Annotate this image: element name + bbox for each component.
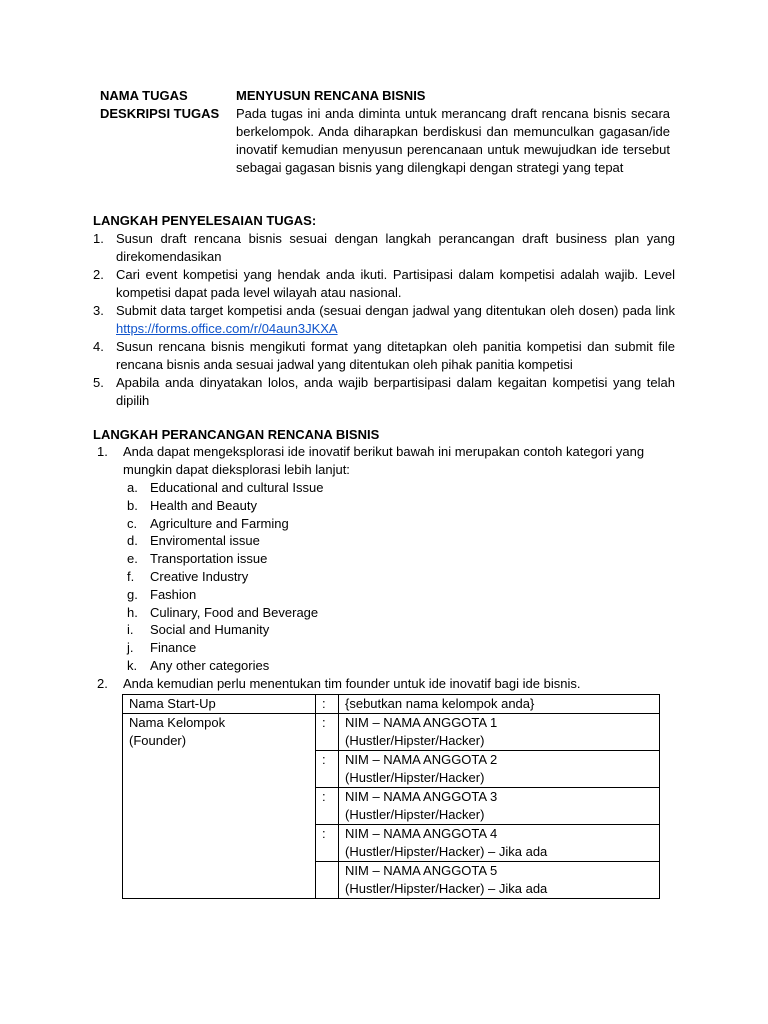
group-label: Nama Kelompok — [129, 715, 226, 730]
member-role: (Hustler/Hipster/Hacker) — [345, 770, 485, 785]
list-item — [127, 657, 669, 675]
category-letter: f. — [127, 568, 135, 584]
founder-table — [122, 694, 660, 899]
group-label-cell — [123, 714, 316, 899]
category-letter: i. — [127, 622, 134, 638]
member-name: NIM – NAMA ANGGOTA 4 — [345, 826, 498, 841]
category-letter: e. — [127, 551, 138, 567]
member-cell — [339, 825, 660, 862]
list-item — [127, 621, 669, 639]
task-name-label: NAMA TUGAS — [100, 88, 188, 103]
list-item — [93, 266, 675, 302]
member-cell — [339, 751, 660, 788]
member-role: (Hustler/Hipster/Hacker) — [345, 807, 485, 822]
step-number: 3. — [93, 303, 104, 318]
colon-cell — [316, 862, 339, 899]
member-cell — [339, 714, 660, 751]
table-row — [123, 714, 660, 751]
colon-cell: : — [316, 751, 339, 788]
category-text: Creative Industry — [150, 568, 249, 584]
step-text: Susun rencana bisnis mengikuti format yang ditetapkan oleh panitia kompetisi dan submit file rencana bisnis anda sesuai jadwal yang ditentukan oleh pihak panitia kompetisi — [116, 339, 675, 372]
step-text-with-link — [116, 302, 675, 338]
design-text: Anda kemudian perlu menentukan tim founder untuk ide inovatif bagi ide bisnis. — [123, 675, 581, 691]
startup-value: {sebutkan nama kelompok anda} — [339, 695, 660, 714]
category-letter: k. — [127, 657, 138, 673]
member-cell — [339, 862, 660, 899]
colon-cell: : — [316, 695, 339, 714]
member-name: NIM – NAMA ANGGOTA 5 — [345, 863, 498, 878]
design-text: Anda dapat mengeksplorasi ide inovatif berikut bawah ini merupakan contoh kategori yang mungkin dapat dieksplorasi lebih lanjut: — [123, 444, 645, 477]
list-item — [93, 302, 675, 338]
category-letter: h. — [127, 604, 138, 620]
forms-link[interactable]: https://forms.office.com/r/04aun3JKXA — [116, 321, 338, 336]
member-name: NIM – NAMA ANGGOTA 1 — [345, 715, 498, 730]
member-role: (Hustler/Hipster/Hacker) – Jika ada — [345, 881, 548, 896]
step-text: Cari event kompetisi yang hendak anda ikuti. Partisipasi dalam kompetisi adalah wajib. Level kompetisi dapat pada level wilayah atau nasional. — [116, 267, 675, 300]
steps-title: LANGKAH PENYELESAIAN TUGAS: — [93, 213, 317, 228]
step-text: Apabila anda dinyatakan lolos, anda wajib berpartisipasi dalam kegaitan kompetisi yang telah dipilih — [116, 375, 675, 408]
list-item — [93, 230, 675, 266]
steps-list — [93, 230, 675, 410]
category-text: Transportation issue — [150, 551, 268, 567]
colon-cell: : — [316, 714, 339, 751]
task-header — [100, 87, 670, 177]
category-letter: b. — [127, 497, 138, 513]
task-name-row — [100, 87, 670, 105]
list-item — [127, 497, 669, 515]
category-text: Social and Humanity — [150, 622, 270, 638]
category-letter: d. — [127, 533, 138, 549]
category-text: Finance — [150, 640, 197, 656]
category-text: Enviromental issue — [150, 533, 260, 549]
step-text: Submit data target kompetisi anda (sesuai dengan jadwal yang ditentukan oleh dosen) pada link — [116, 303, 675, 318]
step-text: Susun draft rencana bisnis sesuai dengan langkah perancangan draft business plan yang direkomendasikan — [116, 231, 675, 264]
design-item-1 — [97, 443, 669, 479]
member-name: NIM – NAMA ANGGOTA 2 — [345, 752, 498, 767]
category-text: Any other categories — [150, 657, 270, 673]
startup-label: Nama Start-Up — [123, 695, 316, 714]
step-number: 2. — [93, 267, 104, 282]
step-number: 4. — [93, 339, 104, 354]
list-item — [127, 515, 669, 533]
design-number: 1. — [97, 444, 108, 459]
category-text: Agriculture and Farming — [150, 515, 289, 531]
group-sublabel: (Founder) — [129, 733, 187, 748]
list-item — [127, 479, 669, 497]
category-text: Educational and cultural Issue — [150, 480, 324, 495]
member-name: NIM – NAMA ANGGOTA 3 — [345, 789, 498, 804]
category-text: Culinary, Food and Beverage — [150, 604, 319, 620]
design-number: 2. — [97, 675, 108, 691]
category-text: Fashion — [150, 586, 197, 602]
category-letter: c. — [127, 515, 138, 531]
category-text: Health and Beauty — [150, 497, 257, 513]
list-item — [93, 374, 675, 410]
list-item — [127, 586, 669, 604]
table-row — [123, 695, 660, 714]
task-description-value: Pada tugas ini anda diminta untuk merancang draft rencana bisnis secara berkelompok. Anda diharapkan berdiskusi dan memunculkan gagasan/ide inovatif kemudian menyusun perencanaan untuk mewujudkan ide tersebut sebagai gagasan bisnis yang dilengkapi dengan strategi yang tepat — [236, 106, 670, 175]
list-item — [127, 604, 669, 622]
list-item — [127, 568, 669, 586]
list-item — [127, 639, 669, 657]
category-letter: j. — [127, 640, 134, 656]
list-item — [127, 532, 669, 550]
list-item — [127, 550, 669, 568]
colon-cell: : — [316, 788, 339, 825]
design-title: LANGKAH PERANCANGAN RENCANA BISNIS — [93, 427, 380, 442]
step-number: 1. — [93, 231, 104, 246]
task-description-label: DESKRIPSI TUGAS — [100, 106, 220, 121]
task-description-row — [100, 105, 670, 177]
category-list — [97, 479, 669, 675]
member-role: (Hustler/Hipster/Hacker) – Jika ada — [345, 844, 548, 859]
member-role: (Hustler/Hipster/Hacker) — [345, 733, 485, 748]
step-number: 5. — [93, 375, 104, 390]
member-cell — [339, 788, 660, 825]
category-letter: a. — [127, 480, 138, 495]
design-steps — [97, 443, 669, 693]
task-name-value: MENYUSUN RENCANA BISNIS — [236, 88, 426, 103]
list-item — [93, 338, 675, 374]
category-letter: g. — [127, 586, 138, 602]
design-item-2 — [97, 675, 669, 693]
colon-cell: : — [316, 825, 339, 862]
